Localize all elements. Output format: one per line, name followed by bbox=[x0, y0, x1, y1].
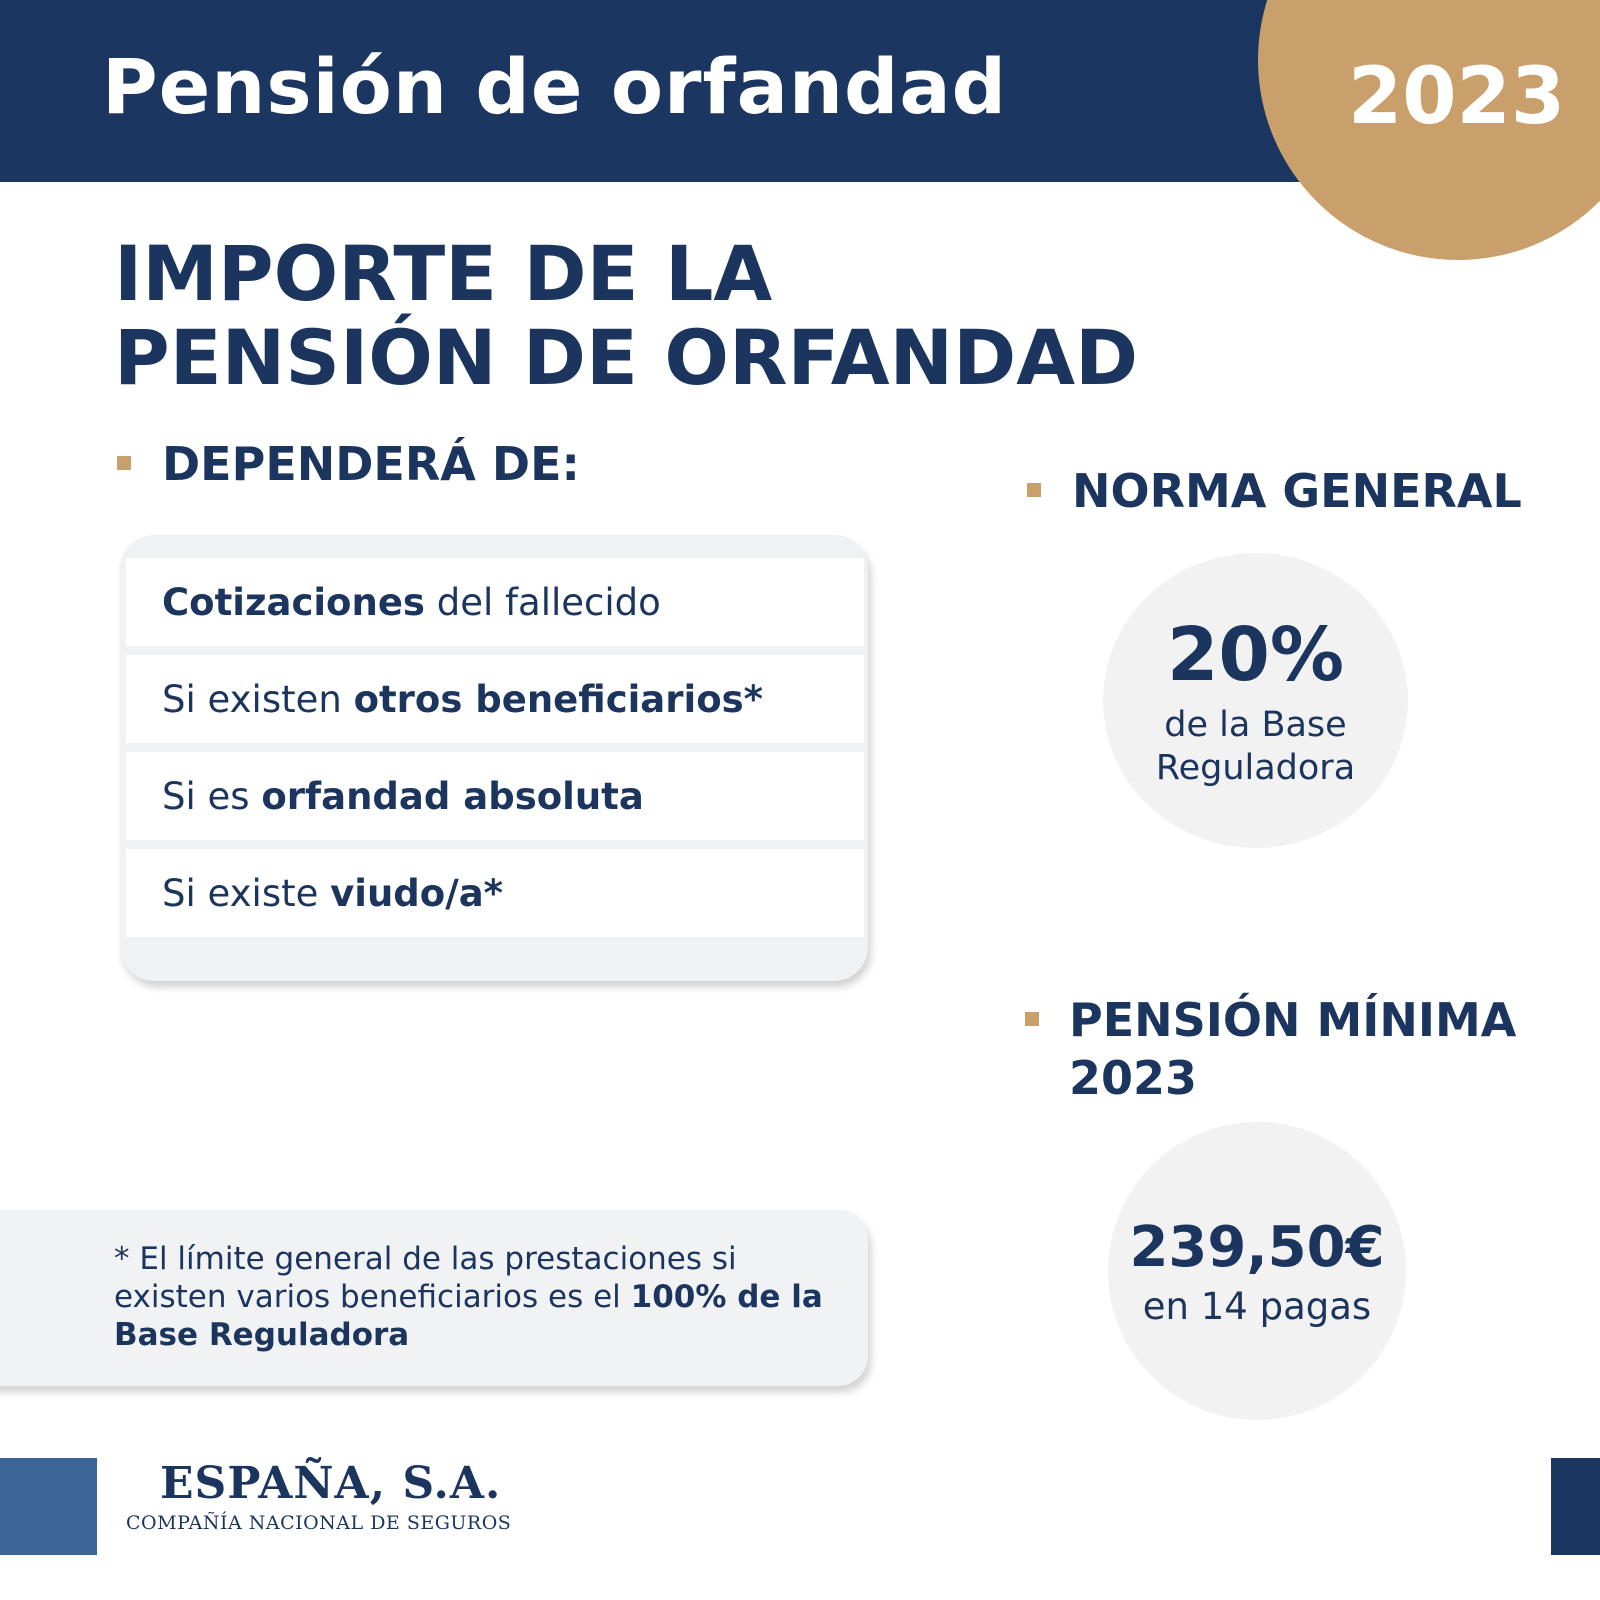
main-title-line-2: PENSIÓN DE ORFANDAD bbox=[114, 313, 1139, 402]
norma-general-label: NORMA GENERAL bbox=[1072, 464, 1522, 518]
list-item-text: Si existen bbox=[162, 677, 354, 721]
bullet-square-icon bbox=[1027, 483, 1041, 497]
norma-general-line-2: Reguladora bbox=[1155, 748, 1356, 788]
logo-name: ESPAÑA, S.A. bbox=[160, 1458, 502, 1509]
bullet-square-icon bbox=[1025, 1012, 1039, 1026]
list-item-bold: orfandad absoluta bbox=[261, 774, 644, 818]
list-item-text: Si existe bbox=[162, 871, 331, 915]
note-text-light: * El límite general de las prestaciones si existen varios beneficiarios es el bbox=[114, 1241, 737, 1315]
depends-card bbox=[120, 535, 868, 981]
main-title bbox=[114, 229, 1139, 402]
footer-square-right bbox=[1551, 1458, 1600, 1555]
norma-general-circle bbox=[1103, 553, 1408, 848]
header-year: 2023 bbox=[1348, 52, 1566, 142]
note-text bbox=[114, 1240, 834, 1354]
list-item bbox=[126, 849, 864, 937]
pension-minima-detail: en 14 pagas bbox=[1142, 1285, 1372, 1328]
list-item bbox=[126, 752, 864, 840]
norma-general-value: 20% bbox=[1166, 612, 1345, 698]
header-title: Pensión de orfandad bbox=[102, 42, 1008, 131]
list-item bbox=[126, 558, 864, 646]
norma-general-line-1: de la Base bbox=[1164, 705, 1347, 745]
logo-subtitle: COMPAÑÍA NACIONAL DE SEGUROS bbox=[126, 1512, 512, 1534]
footer-square-left bbox=[0, 1458, 97, 1555]
bullet-square-icon bbox=[117, 456, 131, 470]
pension-minima-label-line-1: PENSIÓN MÍNIMA bbox=[1069, 993, 1517, 1047]
depends-label: DEPENDERÁ DE: bbox=[162, 437, 580, 491]
list-item-bold: Cotizaciones bbox=[162, 580, 425, 624]
list-item-text: Si es bbox=[162, 774, 262, 818]
list-item-text: del fallecido bbox=[424, 580, 661, 624]
pension-minima-value: 239,50€ bbox=[1129, 1215, 1385, 1280]
list-item-bold: viudo/a* bbox=[330, 871, 504, 915]
list-item bbox=[126, 655, 864, 743]
pension-minima-label-line-2: 2023 bbox=[1069, 1051, 1198, 1105]
main-title-line-1: IMPORTE DE LA bbox=[114, 229, 773, 318]
list-item-bold: otros beneficiarios* bbox=[353, 677, 763, 721]
note-text-bold: 100% de la Base Reguladora bbox=[114, 1279, 823, 1353]
